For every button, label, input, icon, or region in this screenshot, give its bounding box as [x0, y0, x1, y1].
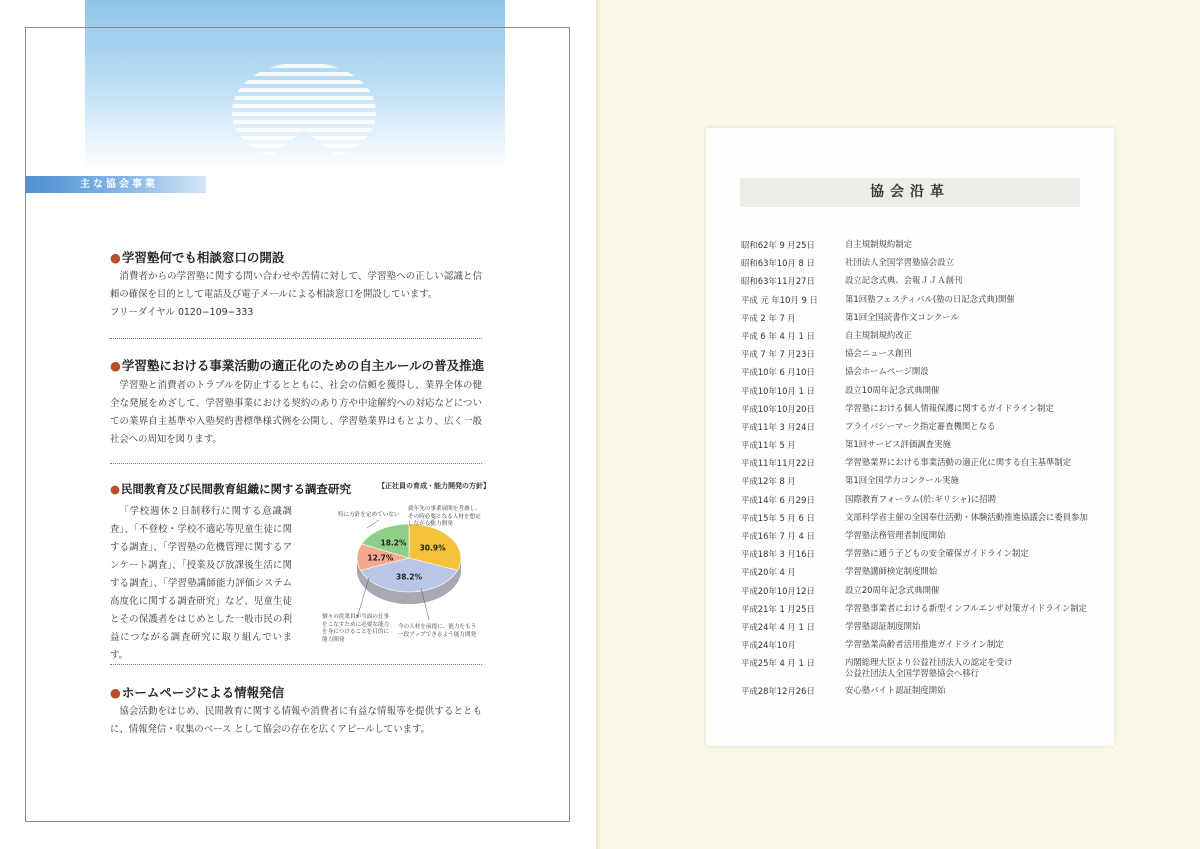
timeline-row — [741, 512, 1091, 530]
timeline-date: 平成12年 8 月 — [741, 476, 796, 487]
timeline-date: 平成 7 年 7 月23日 — [741, 349, 815, 360]
pie-slice-value-label: 30.9% — [419, 543, 446, 553]
timeline-row — [741, 530, 1091, 548]
timeline-event — [845, 457, 1071, 468]
chart-legend-current-talent: 今の人材を前提に、能力をもう一段アップできるよう能力開発 — [398, 624, 477, 638]
dotted-divider — [110, 463, 482, 464]
timeline-event — [845, 657, 1013, 679]
timeline-event-text: 第1回全国読書作文コンクール — [845, 311, 959, 322]
timeline-event-text: 第1回サービス評価調査実施 — [845, 439, 951, 450]
timeline-event-text: 自主規制規約制定 — [845, 239, 912, 249]
timeline-event-text: 自主規制規約改正 — [845, 329, 912, 340]
timeline-event-text: 社団法人全国学習塾協会設立 — [845, 257, 954, 268]
item-paragraph: 「学校週休２日制移行に関する意識調査」、「不登校・学校不適応等児童生徒に関する調査」、「学習塾の危機管理に関するアンケート調査」、「授業及び放課後生活に関する調査」、「学習塾講師能力評価システム高度化に関する調査研究」など、児童生徒とその保護者をはじめとした一般市民の利益につながる調査研究に取り組んでいます。 — [110, 506, 292, 661]
timeline-event — [845, 639, 1004, 650]
timeline-row — [741, 257, 1091, 275]
history-timeline — [741, 239, 1091, 704]
timeline-event — [845, 330, 912, 341]
timeline-date: 平成18年 3 月16日 — [741, 549, 815, 560]
bullet-icon: ● — [110, 250, 121, 265]
timeline-event-text: 設立10周年記念式典開催 — [845, 384, 940, 395]
timeline-row — [741, 348, 1091, 366]
timeline-row — [741, 366, 1091, 384]
timeline-date: 平成11年 3 月24日 — [741, 421, 815, 432]
timeline-event — [845, 685, 946, 696]
timeline-event-text: 安心塾バイト認証制度開始 — [845, 685, 946, 696]
timeline-date: 平成16年 7 月 4 日 — [741, 531, 815, 541]
timeline-row — [741, 294, 1091, 312]
timeline-row — [741, 685, 1091, 703]
timeline-event — [845, 366, 929, 377]
item-title-text: ホームページによる情報発信 — [121, 685, 285, 700]
timeline-row — [741, 566, 1091, 584]
timeline-row — [741, 421, 1091, 439]
timeline-event — [845, 530, 946, 541]
timeline-date: 平成11年 5 月 — [741, 440, 796, 451]
timeline-event-text: 学習塾認証制度開始 — [845, 620, 921, 631]
timeline-row — [741, 457, 1091, 475]
timeline-row — [741, 403, 1091, 421]
item-title-text: 学習塾における事業活動の適正化のための自主ルールの普及推進 — [121, 358, 485, 373]
timeline-event — [845, 548, 1029, 559]
timeline-event — [845, 585, 939, 596]
section-label: 主な協会事業 — [26, 176, 206, 193]
timeline-date: 平成20年 4 月 — [741, 567, 796, 578]
timeline-event — [845, 348, 912, 359]
pie-slice-value-label: 12.7% — [367, 553, 394, 563]
timeline-event-text: 第1回塾フェスティバル(塾の日記念式典)開催 — [845, 293, 1015, 304]
timeline-event — [845, 385, 939, 396]
pie-slice-value-label: 38.2% — [395, 572, 423, 582]
timeline-event — [845, 603, 1087, 614]
timeline-event-text: 内閣総理大臣より公益社団法人の認定を受け — [845, 657, 1013, 668]
timeline-row — [741, 330, 1091, 348]
timeline-event — [845, 275, 962, 286]
timeline-event — [845, 294, 1015, 305]
timeline-date: 平成28年12月26日 — [741, 686, 815, 697]
timeline-event-text: 国際教育フォーラム(於:ギリシャ)に招聘 — [845, 493, 997, 504]
timeline-date: 平成24年 4 月 1 日 — [741, 621, 815, 632]
timeline-event-text: 設立記念式典、会報ＪＪＡ創刊 — [845, 275, 963, 286]
timeline-row — [741, 475, 1091, 493]
chart-legend-no-policy: 特に方針を定めていない — [338, 512, 400, 518]
timeline-row — [741, 603, 1091, 621]
timeline-event-text: 第1回全国学力コンクール実施 — [845, 475, 959, 486]
chart-title: 【正社員の育成・能力開発の方針】 — [378, 482, 490, 490]
bullet-icon: ● — [110, 358, 121, 373]
timeline-row — [741, 275, 1091, 293]
timeline-event — [845, 475, 959, 486]
timeline-event — [845, 312, 959, 323]
item-paragraph: 消費者からの学習塾に関する問い合わせや苦情に対して、学習塾への正しい認識と信頼の確保を目的として電話及び電子メールによる相談窓口を開設しています。 — [110, 271, 482, 300]
item-title-homepage — [110, 683, 284, 701]
timeline-date: 平成 6 年 4 月 1 日 — [741, 330, 815, 341]
timeline-date: 平成11年11月22日 — [741, 458, 815, 469]
timeline-event — [845, 421, 995, 432]
timeline-event-text: 文部科学省主催の全国奉仕活動・体験活動推進協議会に委員参加 — [845, 511, 1088, 522]
timeline-date: 平成24年10月 — [741, 640, 796, 651]
item-title-consultation — [110, 248, 284, 266]
timeline-event-text: 協会ホームページ開設 — [845, 366, 929, 377]
timeline-event — [845, 239, 912, 250]
item-body-research — [110, 503, 292, 665]
chart-legend-future-talent: 就年先の事業展開を考慮し、その時必要となる人材を想定しながら能力開発 — [408, 506, 481, 527]
timeline-event — [845, 439, 951, 450]
item-title-text: 民間教育及び民間教育組織に関する調査研究 — [121, 482, 352, 496]
timeline-event-text: プライバシーマーク指定審査機関となる — [845, 420, 996, 431]
timeline-event — [845, 512, 1088, 523]
timeline-date: 平成25年 4 月 1 日 — [741, 658, 815, 669]
timeline-date: 昭和63年10月 8 日 — [741, 258, 815, 269]
timeline-date: 昭和62年 9 月25日 — [741, 240, 815, 250]
item-body-consultation — [110, 268, 482, 322]
timeline-date: 平成14年 6 月29日 — [741, 494, 815, 505]
item-body-homepage — [110, 703, 482, 739]
timeline-date: 平成15年 5 月 6 日 — [741, 512, 815, 523]
timeline-date: 平成 2 年 7 月 — [741, 312, 796, 323]
dotted-divider — [110, 338, 482, 339]
dotted-divider — [110, 664, 482, 665]
timeline-row — [741, 385, 1091, 403]
timeline-event — [845, 403, 1054, 414]
timeline-date: 平成10年10月20日 — [741, 403, 815, 414]
chart-leader-line — [367, 520, 379, 528]
timeline-row — [741, 621, 1091, 639]
timeline-row — [741, 639, 1091, 657]
bullet-icon: ● — [110, 685, 121, 700]
timeline-event-text: 学習塾業高齢者活用推進ガイドライン制定 — [845, 639, 1004, 650]
timeline-event — [845, 621, 920, 632]
timeline-row — [741, 548, 1091, 566]
timeline-row — [741, 439, 1091, 457]
timeline-event-text: 学習塾に通う子どもの安全確保ガイドライン制定 — [845, 548, 1029, 559]
history-title: 協会沿革 — [740, 178, 1080, 207]
item-title-self-rules — [110, 356, 484, 374]
timeline-event-text: 協会ニュース創刊 — [845, 348, 912, 359]
timeline-row — [741, 585, 1091, 603]
chart-legend-immediate-skills: 個々の従業員が当面の仕事をこなすために必要な能力を身につけることを目的に能力開発 — [322, 614, 390, 643]
timeline-event-text: 学習塾事業者における新型インフルエンザ対策ガイドライン制定 — [845, 602, 1088, 613]
timeline-row — [741, 239, 1091, 257]
item-title-research — [110, 481, 351, 497]
timeline-event-text: 設立20周年記念式典開催 — [845, 584, 940, 595]
timeline-event — [845, 257, 954, 268]
timeline-date: 平成10年 6 月10日 — [741, 367, 815, 378]
timeline-event — [845, 566, 937, 577]
timeline-date: 平成21年 1 月25日 — [741, 603, 815, 614]
free-dial-number: フリーダイヤル 0120−109−333 — [110, 307, 254, 318]
pie-slice-value-label: 18.2% — [380, 538, 407, 548]
left-page — [0, 0, 596, 849]
timeline-row — [741, 657, 1091, 685]
item-body-self-rules — [110, 377, 482, 449]
timeline-row — [741, 312, 1091, 330]
timeline-event-text: 学習塾法務管理者制度開始 — [845, 530, 946, 540]
timeline-date: 昭和63年11月27日 — [741, 276, 815, 287]
timeline-date: 平成 元 年10月 9 日 — [741, 294, 818, 305]
timeline-date: 平成10年10月 1 日 — [741, 385, 815, 396]
timeline-event — [845, 494, 996, 505]
bullet-icon: ● — [110, 482, 121, 496]
timeline-date: 平成20年10月12日 — [741, 585, 815, 596]
timeline-row — [741, 494, 1091, 512]
item-title-text: 学習塾何でも相談窓口の開設 — [121, 250, 285, 265]
timeline-event-text: 学習塾講師検定制度開始 — [845, 566, 938, 577]
timeline-event-text-line2: 公益社団法人全国学習塾協会へ移行 — [845, 668, 979, 679]
item-paragraph: 学習塾と消費者のトラブルを防止するとともに、社会の信頼を獲得し、業界全体の健全な発展をめざして、学習塾事業における契約のあり方や中途解約への対応などについての業界自主基準や入塾契約書標準様式例を公開し、学習塾業界はもとより、広く一般社会への周知を図ります。 — [110, 380, 482, 445]
item-paragraph: 協会活動をはじめ、民間教育に関する情報や消費者に有益な情報等を提供するとともに、情報発信・収集のベース として協会の存在を広くアピールしています。 — [110, 706, 482, 735]
timeline-event-text: 学習塾における個人情報保護に関するガイドライン制定 — [845, 402, 1054, 413]
timeline-event-text: 学習塾業界における事業活動の適正化に関する自主基準制定 — [845, 457, 1072, 468]
